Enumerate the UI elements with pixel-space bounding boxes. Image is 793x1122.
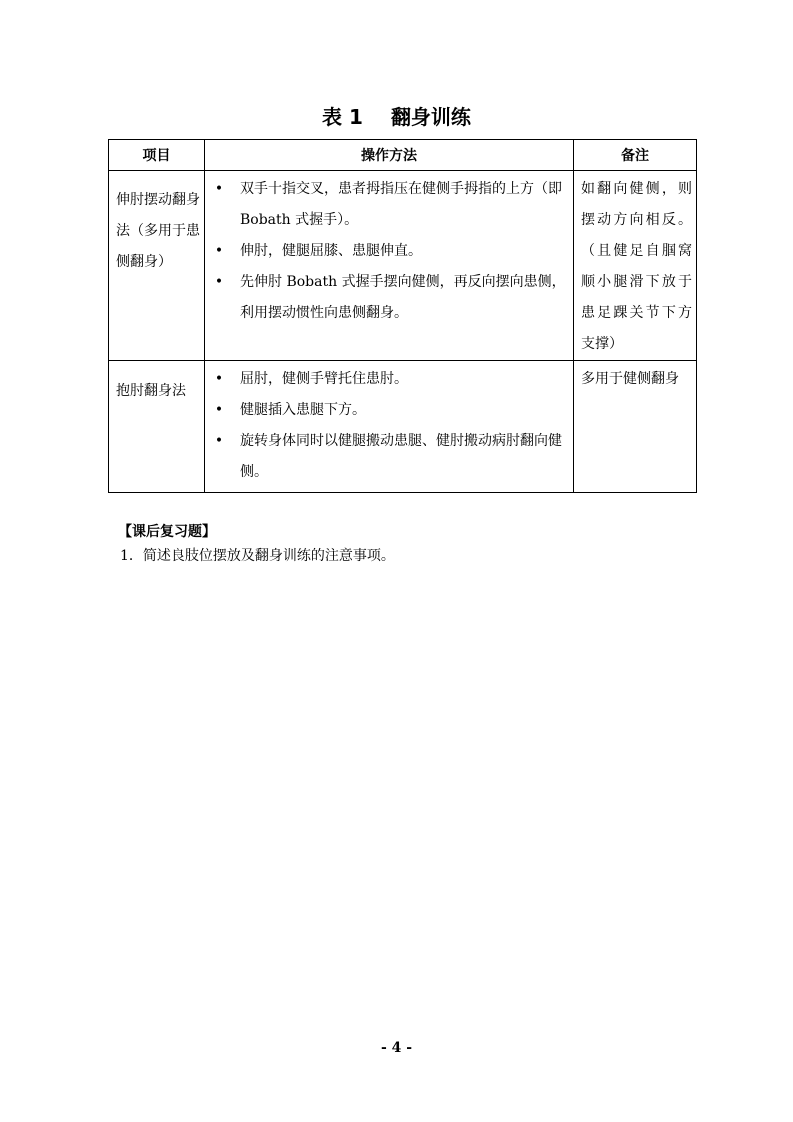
step-text: 屈肘，健侧手臂托住患肘。 bbox=[240, 371, 408, 387]
table-title bbox=[0, 103, 793, 131]
item-cell: 伸肘摆动翻身法（多用于患侧翻身） bbox=[109, 171, 205, 361]
table-title-text: 翻身训练 bbox=[390, 105, 471, 129]
step-text: 先伸肘 Bobath 式握手摆向健侧，再反向摆向患侧，利用摆动惯性向患侧翻身。 bbox=[240, 274, 566, 321]
item-cell: 抱肘翻身法 bbox=[109, 361, 205, 493]
step-list bbox=[205, 361, 573, 492]
rolling-training-table bbox=[108, 139, 697, 493]
list-item bbox=[205, 267, 569, 329]
list-item bbox=[205, 395, 569, 426]
page-number: - 4 - bbox=[380, 1040, 413, 1056]
step-list bbox=[205, 171, 573, 333]
bullet-icon: • bbox=[214, 433, 224, 449]
step-text: 健腿插入患腿下方。 bbox=[240, 402, 366, 418]
list-item bbox=[205, 364, 569, 395]
bullet-icon: • bbox=[214, 181, 224, 197]
list-item bbox=[205, 236, 569, 267]
method-cell bbox=[205, 361, 574, 493]
header-method: 操作方法 bbox=[205, 140, 574, 171]
step-text: 双手十指交叉，患者拇指压在健侧手拇指的上方（即 Bobath 式握手）。 bbox=[240, 181, 562, 228]
review-question: 1．简述良肢位摆放及翻身训练的注意事项。 bbox=[120, 548, 395, 564]
bullet-icon: • bbox=[214, 402, 224, 418]
bullet-icon: • bbox=[214, 243, 224, 259]
table-number: 表 1 bbox=[322, 105, 363, 129]
table-header-row bbox=[109, 140, 697, 171]
review-section bbox=[118, 520, 395, 568]
table-row bbox=[109, 361, 697, 493]
review-heading: 【课后复习题】 bbox=[118, 524, 216, 540]
note-cell: 如翻向健侧，则摆动方向相反。（且健足自腘窝顺小腿滑下放于患足踝关节下方支撑） bbox=[574, 171, 697, 361]
note-cell: 多用于健侧翻身 bbox=[574, 361, 697, 493]
method-cell bbox=[205, 171, 574, 361]
list-item bbox=[205, 426, 569, 488]
step-text: 伸肘，健腿屈膝、患腿伸直。 bbox=[240, 243, 422, 259]
table-row bbox=[109, 171, 697, 361]
header-note: 备注 bbox=[574, 140, 697, 171]
header-item: 项目 bbox=[109, 140, 205, 171]
bullet-icon: • bbox=[214, 274, 224, 290]
bullet-icon: • bbox=[214, 371, 224, 387]
step-text: 旋转身体同时以健腿搬动患腿、健肘搬动病肘翻向健侧。 bbox=[240, 433, 562, 480]
list-item bbox=[205, 174, 569, 236]
